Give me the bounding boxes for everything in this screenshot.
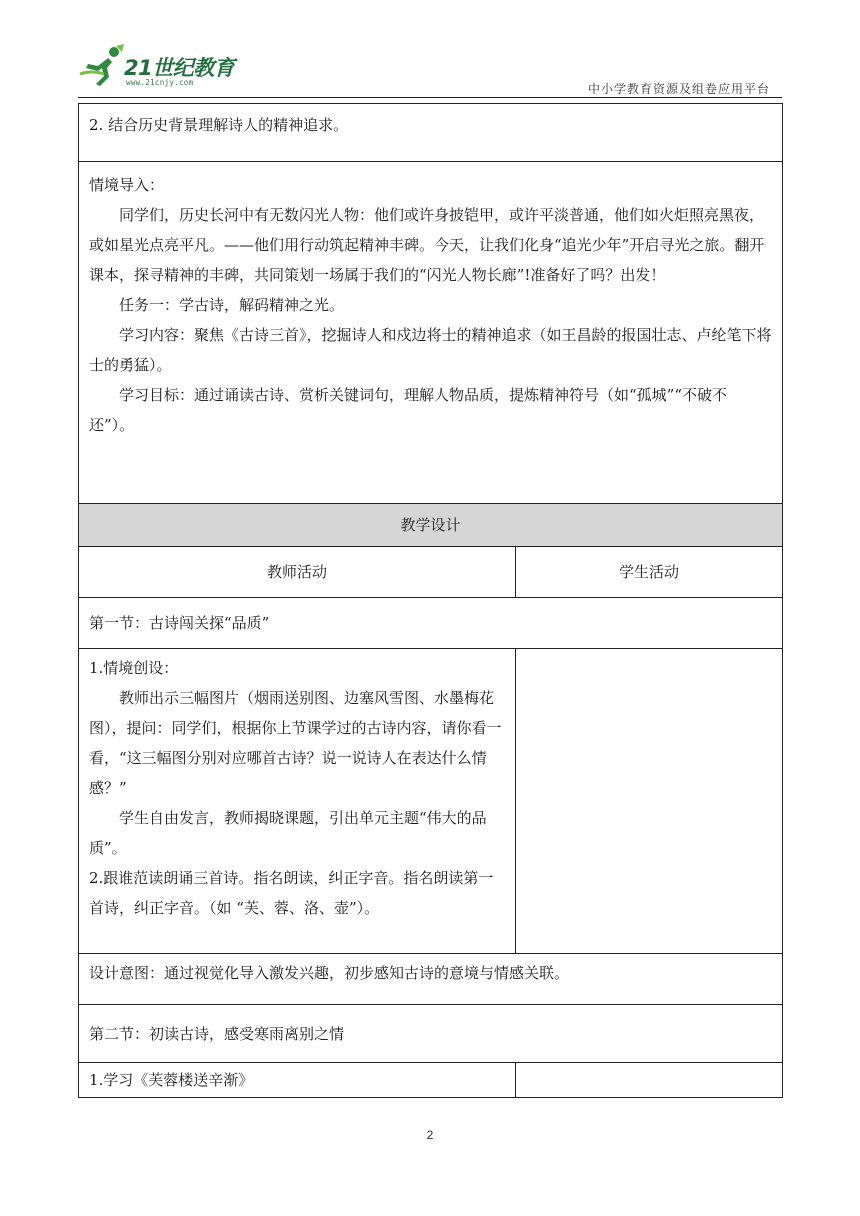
goal-text: 学习目标：通过诵读古诗、赏析关键词句，理解人物品质，提炼精神符号（如“孤城”“不破不还”）。	[89, 386, 728, 434]
design-intent: 设计意图：通过视觉化导入激发兴趣，初步感知古诗的意境与情感关联。	[79, 954, 783, 1005]
platform-name: 中小学教育资源及组卷应用平台	[587, 82, 770, 96]
section1-paragraph2: 学生自由发言，教师揭晓课题，引出单元主题“伟大的品质”。	[89, 809, 487, 857]
col-student-header: 学生活动	[516, 547, 783, 598]
lesson-table	[78, 103, 783, 1098]
logo-url: www.21cnjy.com	[126, 78, 194, 87]
objective-text: 2. 结合历史背景理解诗人的精神追求。	[89, 116, 349, 134]
intro-paragraph: 同学们，历史长河中有无数闪光人物：他们或许身披铠甲，或许平淡普通，他们如火炬照亮黑夜，或如星光点亮平凡。——他们用行动筑起精神丰碑。今天，让我们化身“追光少年”开启寻光之旅。翻开课本，探寻精神的丰碑，共同策划一场属于我们的“闪光人物长廊”!准备好了吗？出发！	[89, 206, 765, 284]
col-teacher-header: 教师活动	[79, 547, 516, 598]
header-divider	[78, 97, 782, 98]
logo-text: 21世纪教育	[124, 56, 235, 80]
page-number: 2	[426, 1128, 434, 1142]
section2-title: 第二节：初读古诗，感受寒雨离别之情	[79, 1005, 783, 1063]
section1-paragraph1: 教师出示三幅图片（烟雨送别图、边塞风雪图、水墨梅花图），提问：同学们，根据你上节课学过的古诗内容，请你看一看，“这三幅图分别对应哪首古诗？说一说诗人在表达什么情感？”	[89, 689, 502, 797]
section2-student-cell	[516, 1063, 783, 1098]
section1-label1: 1.情境创设：	[89, 659, 179, 677]
page-header	[78, 44, 782, 98]
intro-cell	[79, 162, 783, 504]
section2-item1: 1.学习《芙蓉楼送辛渐》	[79, 1063, 516, 1098]
logo	[78, 44, 258, 90]
design-header: 教学设计	[79, 504, 783, 547]
runner-icon	[78, 44, 126, 88]
section1-title: 第一节：古诗闯关探“品质”	[79, 598, 783, 649]
intro-label: 情境导入：	[89, 176, 165, 194]
teacher-activity-cell	[79, 649, 516, 954]
section1-label2: 2.跟谁范读朗诵三首诗。指名朗读，纠正字音。指名朗读第一首诗，纠正字音。（如 “芙、蓉、洛、壶”）。	[89, 869, 494, 917]
student-activity-cell	[516, 649, 783, 954]
task-text: 任务一：学古诗，解码精神之光。	[119, 296, 345, 314]
objective-row	[79, 104, 783, 162]
content-text: 学习内容：聚焦《古诗三首》，挖掘诗人和戍边将士的精神追求（如王昌龄的报国壮志、卢纶笔下将士的勇猛）。	[89, 326, 772, 374]
